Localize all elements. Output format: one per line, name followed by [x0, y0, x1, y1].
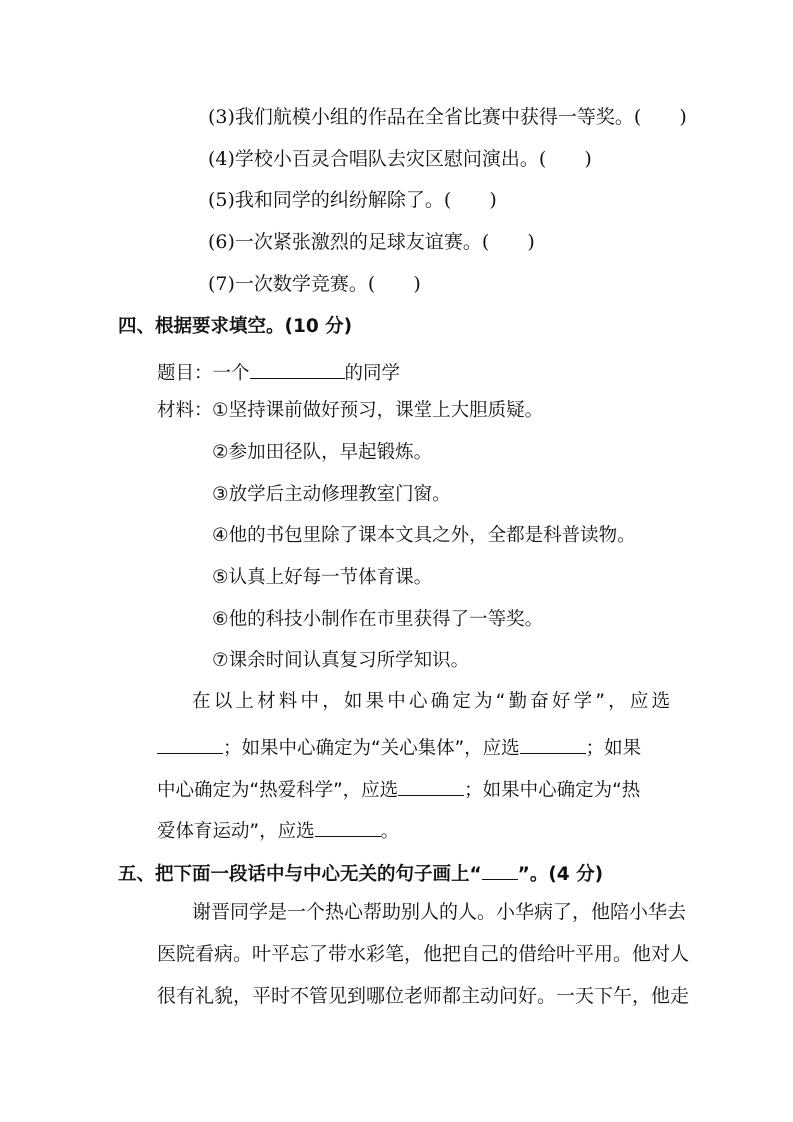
question-item-3: [208, 108, 687, 127]
para-text: ；如果中心确定为“关心集体”，应选: [223, 738, 520, 759]
material-item-3: ③放学后主动修理教室门窗。: [212, 484, 451, 505]
question-item-6: [208, 233, 535, 252]
question-text: (6)一次紧张激烈的足球友谊赛。(: [208, 231, 490, 253]
underline-sample: [482, 861, 518, 880]
answer-blank-2[interactable]: [520, 735, 586, 754]
topic-suffix: 的同学: [344, 363, 401, 384]
para-text: ；如果: [585, 738, 642, 759]
section5-heading-text: ”。(4 分): [517, 864, 604, 885]
para-line-2: [157, 735, 641, 759]
answer-paren-close: ): [584, 148, 592, 170]
answer-paren-close: ): [413, 273, 421, 295]
materials-label: 材料：: [157, 400, 213, 421]
answer-paren-close: ): [489, 189, 497, 211]
answer-blank-1[interactable]: [157, 735, 223, 754]
material-item-5: ⑤认真上好每一节体育课。: [212, 567, 433, 588]
answer-blank-3[interactable]: [398, 777, 464, 796]
para-text: ；如果中心确定为“热: [464, 780, 641, 801]
topic-prefix: 题目：一个: [157, 363, 250, 384]
section5-heading-text: 五、把下面一段话中与中心无关的句子画上“: [118, 864, 482, 885]
question-text: (5)我和同学的纠纷解除了。(: [208, 189, 452, 211]
question-text: (7)一次数学竞赛。(: [208, 273, 376, 295]
answer-paren-close: ): [679, 106, 687, 128]
material-item-1: ①坚持课前做好预习，课堂上大胆质疑。: [212, 400, 544, 421]
question-item-5: [208, 191, 497, 210]
topic-blank[interactable]: [250, 360, 345, 379]
question-item-7: [208, 275, 421, 294]
passage-line-3: 很有礼貌，平时不管见到哪位老师都主动问好。一天下午，他走: [157, 985, 690, 1007]
topic-line: [157, 360, 400, 384]
material-item-7: ⑦课余时间认真复习所学知识。: [212, 650, 470, 671]
para-text: 。: [380, 821, 400, 842]
answer-paren-close: ): [527, 231, 535, 253]
material-item-6: ⑥他的科技小制作在市里获得了一等奖。: [212, 609, 544, 630]
question-text: (4)学校小百灵合唱队去灾区慰问演出。(: [208, 148, 547, 170]
para-line-3: [157, 777, 640, 801]
material-item-4: ④他的书包里除了课本文具之外，全都是科普读物。: [212, 525, 636, 546]
question-text: (3)我们航模小组的作品在全省比赛中获得一等奖。(: [208, 106, 642, 128]
question-item-4: [208, 150, 592, 169]
section5-heading: [118, 861, 603, 885]
answer-blank-4[interactable]: [315, 818, 381, 837]
para-line-1: 在以上材料中，如果中心确定为“勤奋好学”，应选: [192, 691, 674, 712]
section4-heading: 四、根据要求填空。(10 分): [118, 316, 353, 337]
para-line-4: [157, 818, 399, 842]
para-text: 爱体育运动”，应选: [157, 821, 315, 842]
para-text: 中心确定为“热爱科学”，应选: [157, 780, 399, 801]
material-item-2: ②参加田径队，早起锻炼。: [212, 442, 433, 463]
passage-line-2: 医院看病。叶平忘了带水彩笔，他把自己的借给叶平用。他对人: [157, 943, 690, 965]
passage-line-1: 谢晋同学是一个热心帮助别人的人。小华病了，他陪小华去: [192, 901, 687, 923]
